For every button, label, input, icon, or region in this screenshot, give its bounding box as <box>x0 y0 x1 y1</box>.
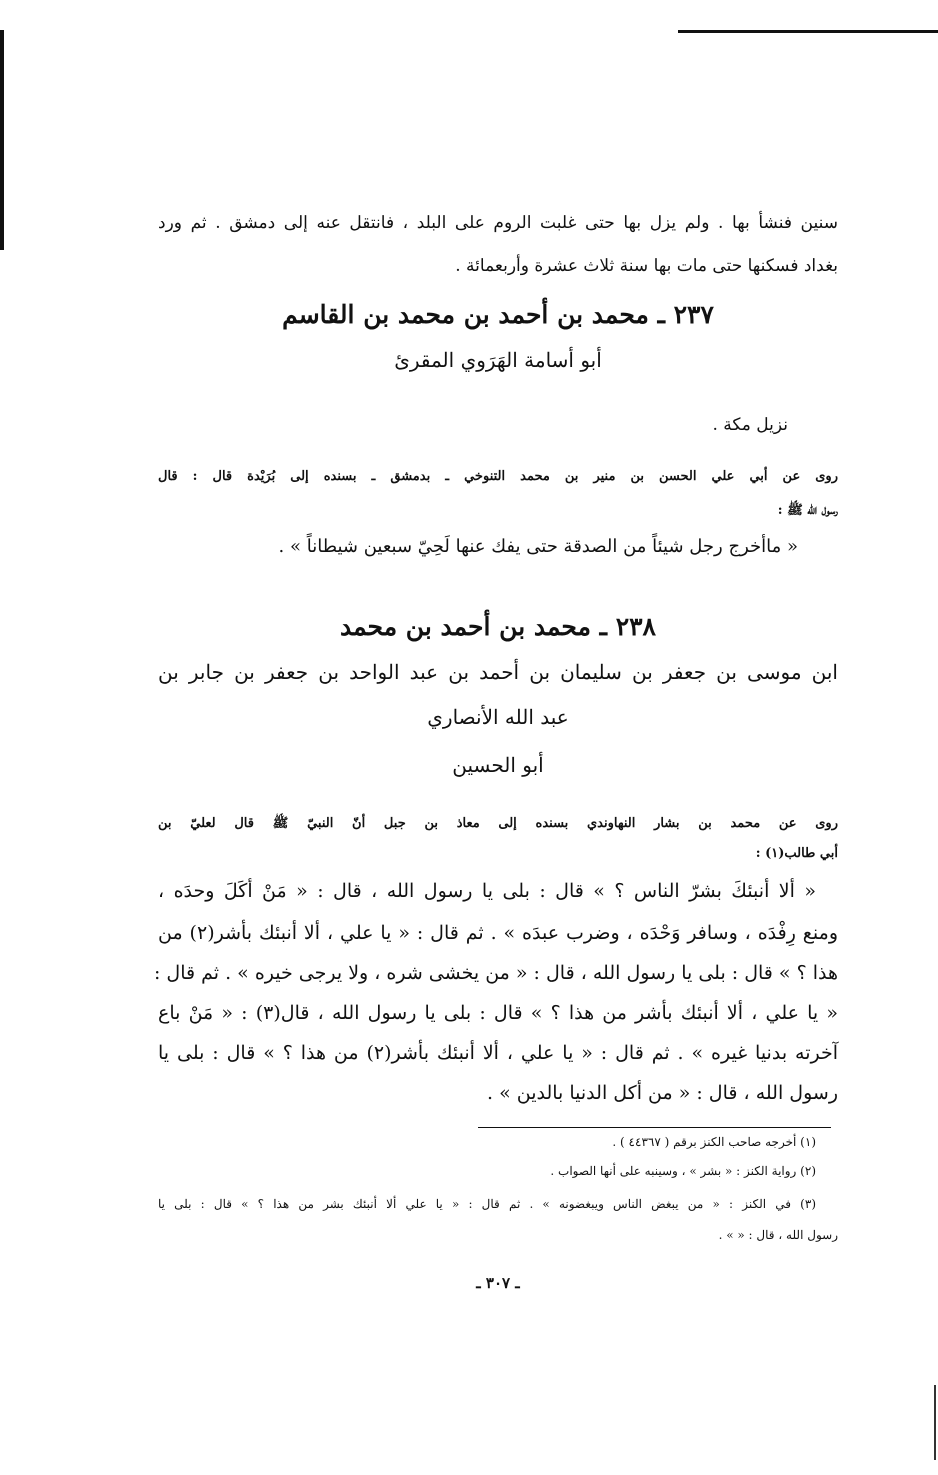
intro-line-1: سنين فنشأ بها . ولم يزل بها حتى غلبت الروم على البلد ، فانتقل عنه إلى دمشق . ثم ورد <box>158 213 838 233</box>
footnote-2: (٢) رواية الكنز : « بشر » ، وسينبه على أنها الصواب . <box>550 1164 816 1178</box>
entry-237-isnad-2: رسول الله ﷺ : <box>777 503 838 518</box>
footnote-3-line-2: رسول الله ، قال : « » . <box>718 1228 838 1242</box>
entry-238-isnad-1: روى عن محمد بن بشار النهاوندي بسنده إلى معاذ بن جبل أنّ النبيّ ﷺ قال لعليّ بن <box>158 816 838 831</box>
entry-237-kunya: أبو أسامة الهَرَوي المقرئ <box>394 348 602 372</box>
scan-edge-mark-right <box>934 1385 936 1460</box>
hadith-line-1: « ألا أنبئكَ بشرّ الناس ؟ » قال : بلى يا رسول الله ، قال : « مَنْ أكَلَ وحدَه ، <box>158 880 816 902</box>
scan-edge-mark <box>0 30 4 250</box>
hadith-line-5: آخرته بدنيا غيره » . ثم قال : « يا علي ، ألا أنبئك بأشر(٢) من هذا ؟ » قال : بلى يا <box>158 1042 838 1064</box>
entry-237-hadith: « ماأخرج رجل شيئاً من الصدقة حتى يفك عنها لَحِيّ سبعين شيطاناً » . <box>278 536 798 557</box>
entry-237-residence: نزيل مكة . <box>712 415 788 435</box>
scan-top-rule <box>678 30 938 33</box>
intro-line-2: بغداد فسكنها حتى مات بها سنة ثلاث عشرة وأربعمائة . <box>455 256 838 276</box>
footnote-separator <box>478 1127 831 1128</box>
entry-238-kunya: أبو الحسين <box>452 753 544 777</box>
footnote-1: (١) أخرجه صاحب الكنز برقم ( ٤٤٣٦٧ ) . <box>612 1135 816 1149</box>
hadith-line-4: « يا علي ، ألا أنبئك بأشر من هذا ؟ » قال : بلى يا رسول الله ، قال(٣) : « مَنْ باع <box>158 1002 839 1024</box>
hadith-line-3: هذا ؟ » قال : بلى يا رسول الله ، قال : « من يخشى شره ، ولا يرجى خيره » . ثم قال : <box>153 962 838 984</box>
entry-238-isnad-2: أبي طالب(١) : <box>755 846 838 861</box>
footnote-3-line-1: (٣) في الكنز : « من يبغض الناس ويبغضونه » . ثم قال : « يا علي ألا أنبئك بشر من هذا ؟ » قال : بلى يا <box>158 1197 816 1211</box>
entry-238-title: ٢٣٨ ـ محمد بن أحمد بن محمد <box>339 612 656 641</box>
entry-237-title: ٢٣٧ ـ محمد بن أحمد بن محمد بن القاسم <box>282 300 714 329</box>
entry-238-lineage-1: ابن موسى بن جعفر بن سليمان بن أحمد بن عبد الواحد بن جعفر بن جابر بن <box>158 660 838 684</box>
entry-237-isnad-1: روى عن أبي علي الحسن بن منير بن محمد التنوخي ـ بدمشق ـ بسنده إلى بُرَيْدة قال : قال <box>158 469 838 484</box>
page-number: ـ ٣٠٧ ـ <box>476 1274 520 1292</box>
entry-238-lineage-2: عبد الله الأنصاري <box>427 705 569 729</box>
hadith-line-6: رسول الله ، قال : « من أكل الدنيا بالدين » . <box>487 1082 838 1104</box>
hadith-line-2: ومنع رِفْدَه ، وسافر وَحْدَه ، وضرب عبدَه » . ثم قال : « يا علي ، ألا أنبئك بأشر(٢) من <box>158 922 839 944</box>
